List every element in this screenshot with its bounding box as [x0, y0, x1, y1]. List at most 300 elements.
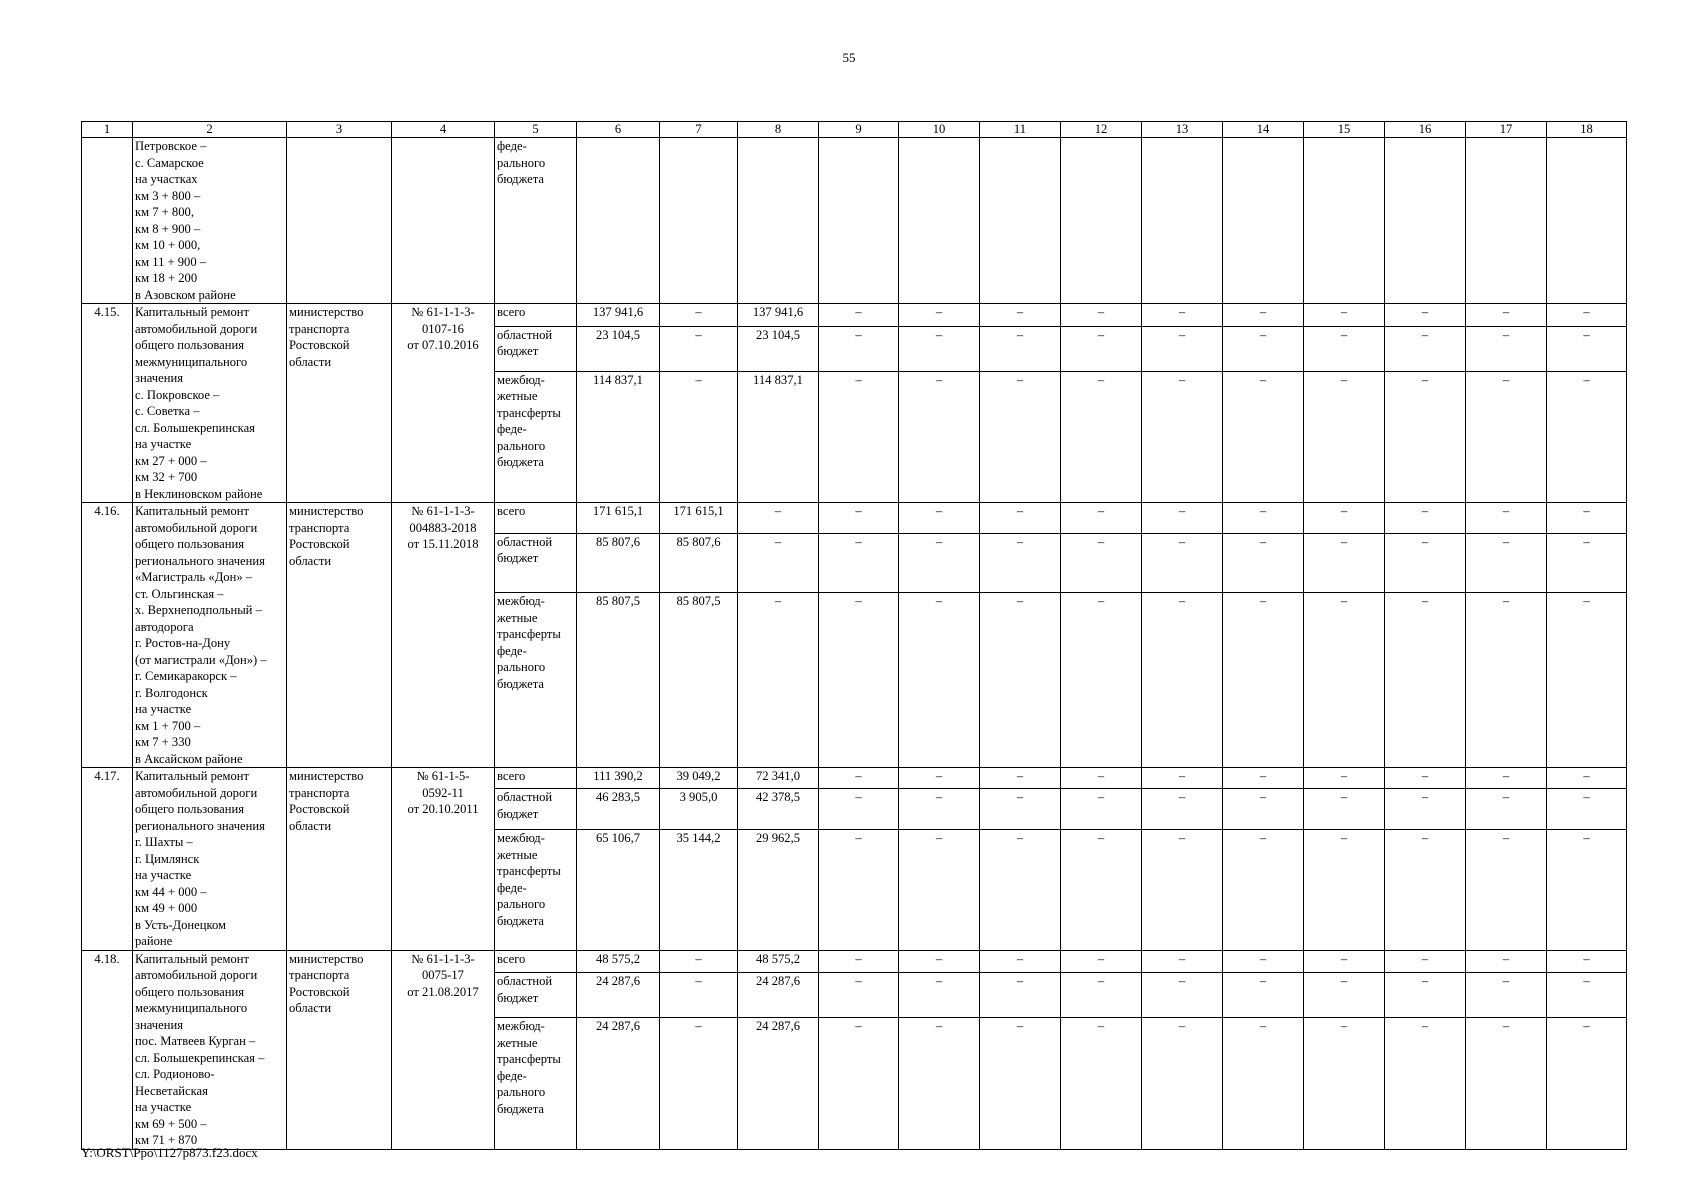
text-line: бюджета [497, 913, 544, 928]
text-line: 0075-17 [422, 968, 464, 982]
amount-cell: – [980, 973, 1061, 1018]
text-line: всего [497, 769, 526, 783]
text-line: бюджет [497, 806, 539, 821]
text-line: км 7 + 800, [135, 205, 194, 219]
text-line: области [289, 553, 332, 568]
text-line: от 15.11.2018 [407, 537, 479, 551]
text-line: на участке [135, 702, 192, 716]
text-line: автомобильной дороги [135, 968, 258, 982]
amount-cell: – [1061, 830, 1142, 950]
amount-cell: 42 378,5 [738, 789, 819, 830]
text-line: сл. Большекрепинская – [135, 1050, 265, 1065]
text-line: сл. Родионово- [135, 1067, 215, 1081]
column-number-cell: 7 [660, 122, 738, 138]
text-line: км 18 + 200 [135, 271, 198, 285]
text-line: всего [497, 305, 526, 319]
text-line: трансферты [497, 864, 561, 879]
amount-cell: 48 575,2 [738, 950, 819, 973]
text-line: бюджет [497, 990, 539, 1005]
text-line: рального [497, 155, 546, 170]
text-line: всего [497, 504, 526, 518]
amount-cell: – [1385, 593, 1466, 768]
amount-cell: – [980, 371, 1061, 502]
amount-cell: – [1061, 533, 1142, 592]
funding-source-cell [495, 830, 577, 950]
column-number-cell: 10 [899, 122, 980, 138]
amount-cell: – [1061, 593, 1142, 768]
amount-cell: – [899, 533, 980, 592]
amount-cell: – [1547, 1018, 1627, 1149]
object-name-cell [133, 138, 287, 304]
text-line: трансферты [497, 405, 561, 420]
amount-cell: – [1385, 1018, 1466, 1149]
amount-cell: – [1385, 304, 1466, 327]
amount-cell: 111 390,2 [577, 768, 660, 789]
expertise-document-cell [392, 768, 495, 951]
amount-cell: – [1304, 789, 1385, 830]
text-line: министерство [289, 769, 364, 783]
text-line: в Аксайском районе [135, 751, 243, 766]
amount-cell: – [1223, 950, 1304, 973]
amount-cell: – [1142, 973, 1223, 1018]
amount-cell: 137 941,6 [738, 304, 819, 327]
amount-cell: – [980, 304, 1061, 327]
table-row [82, 950, 1627, 973]
text-line: бюджета [497, 676, 544, 691]
amount-cell: – [899, 371, 980, 502]
text-line: № 61-1-1-3- [411, 305, 475, 319]
amount-cell: – [819, 533, 899, 592]
amount-cell: – [1142, 768, 1223, 789]
text-line: в Усть-Донецком [135, 917, 226, 932]
text-line: Капитальный ремонт [135, 305, 250, 319]
text-line: межбюд- [497, 831, 545, 846]
funding-source-cell [495, 973, 577, 1018]
amount-cell: – [738, 533, 819, 592]
text-line: «Магистраль «Дон» – [135, 570, 253, 584]
funding-source-cell [495, 533, 577, 592]
amount-cell: – [1547, 789, 1627, 830]
amount-cell: – [1466, 533, 1547, 592]
empty-cell [1142, 138, 1223, 304]
amount-cell: – [1385, 503, 1466, 534]
amount-cell: – [1466, 371, 1547, 502]
amount-cell: – [1304, 768, 1385, 789]
column-number-cell: 13 [1142, 122, 1223, 138]
amount-cell: 72 341,0 [738, 768, 819, 789]
amount-cell: – [1223, 304, 1304, 327]
amount-cell: – [1385, 950, 1466, 973]
text-line: км 71 + 870 [135, 1133, 198, 1147]
customer-cell [287, 950, 392, 1149]
amount-cell: – [819, 326, 899, 371]
amount-cell: – [660, 1018, 738, 1149]
text-line: общего пользования [135, 338, 245, 352]
amount-cell: – [1223, 789, 1304, 830]
column-number-cell: 18 [1547, 122, 1627, 138]
empty-cell [82, 138, 133, 304]
text-line: в Азовском районе [135, 287, 236, 302]
text-line: областной [497, 327, 553, 342]
expertise-document-cell [392, 503, 495, 768]
amount-cell: – [1547, 950, 1627, 973]
text-line: регионального значения [135, 553, 265, 568]
amount-cell: – [1223, 768, 1304, 789]
text-line: с. Советка – [135, 404, 200, 418]
amount-cell: – [1061, 768, 1142, 789]
amount-cell: 85 807,5 [577, 593, 660, 768]
text-line: областной [497, 974, 553, 989]
project-number-cell: 4.15. [82, 304, 133, 503]
amount-cell: – [1142, 1018, 1223, 1149]
text-line: министерство [289, 951, 364, 966]
text-line: феде- [497, 880, 527, 895]
amount-cell: – [1466, 950, 1547, 973]
empty-cell [287, 138, 392, 304]
column-number-cell: 17 [1466, 122, 1547, 138]
funding-source-cell [495, 503, 577, 534]
amount-cell: – [1304, 304, 1385, 327]
amount-cell: – [819, 1018, 899, 1149]
amount-cell: – [1304, 533, 1385, 592]
amount-cell: – [899, 950, 980, 973]
empty-cell [1061, 138, 1142, 304]
text-line: Ростовской [289, 338, 350, 352]
amount-cell: – [819, 973, 899, 1018]
text-line: межбюд- [497, 372, 545, 387]
text-line: общего пользования [135, 984, 245, 999]
amount-cell: – [1061, 503, 1142, 534]
object-name-cell [133, 768, 287, 951]
amount-cell: – [1547, 304, 1627, 327]
empty-cell [392, 138, 495, 304]
amount-cell: – [1466, 326, 1547, 371]
text-line: ст. Ольгинская – [135, 586, 224, 601]
text-line: общего пользования [135, 537, 245, 551]
text-line: 0107-16 [422, 321, 464, 336]
text-line: км 1 + 700 – [135, 718, 201, 733]
amount-cell: – [1061, 950, 1142, 973]
text-line: от 20.10.2011 [407, 802, 479, 816]
amount-cell: 65 106,7 [577, 830, 660, 950]
amount-cell: – [1466, 593, 1547, 768]
column-number-cell: 2 [133, 122, 287, 138]
text-line: межбюд- [497, 1019, 545, 1034]
object-name-cell [133, 503, 287, 768]
text-line: от 07.10.2016 [407, 338, 479, 352]
amount-cell: – [1223, 593, 1304, 768]
text-line: км 8 + 900 – [135, 221, 201, 236]
amount-cell: – [899, 768, 980, 789]
amount-cell: – [660, 973, 738, 1018]
amount-cell: – [899, 830, 980, 950]
amount-cell: – [660, 950, 738, 973]
text-line: Капитальный ремонт [135, 951, 250, 966]
column-number-cell: 8 [738, 122, 819, 138]
text-line: области [289, 354, 332, 369]
table-row [82, 503, 1627, 534]
text-line: области [289, 1001, 332, 1015]
expertise-document-cell [392, 304, 495, 503]
empty-cell [577, 138, 660, 304]
amount-cell: 85 807,6 [577, 533, 660, 592]
column-number-cell: 3 [287, 122, 392, 138]
amount-cell: 85 807,5 [660, 593, 738, 768]
text-line: жетные [497, 1035, 538, 1050]
table-row [82, 768, 1627, 789]
amount-cell: – [899, 789, 980, 830]
amount-cell: – [1385, 789, 1466, 830]
text-line: в Неклиновском районе [135, 486, 263, 501]
amount-cell: – [1223, 1018, 1304, 1149]
amount-cell: 114 837,1 [738, 371, 819, 502]
amount-cell: – [1304, 371, 1385, 502]
column-number-cell: 14 [1223, 122, 1304, 138]
amount-cell: – [1223, 830, 1304, 950]
text-line: бюджета [497, 1101, 544, 1116]
amount-cell: – [980, 789, 1061, 830]
empty-cell [819, 138, 899, 304]
amount-cell: – [1466, 304, 1547, 327]
amount-cell: – [980, 326, 1061, 371]
column-number-cell: 15 [1304, 122, 1385, 138]
amount-cell: – [980, 533, 1061, 592]
text-line: значения [135, 1017, 183, 1032]
amount-cell: 171 615,1 [660, 503, 738, 534]
text-line: км 44 + 000 – [135, 884, 207, 899]
amount-cell: – [899, 503, 980, 534]
text-line: км 3 + 800 – [135, 188, 201, 203]
amount-cell: – [1142, 326, 1223, 371]
text-line: областной [497, 534, 553, 549]
column-number-cell: 1 [82, 122, 133, 138]
amount-cell: – [899, 326, 980, 371]
text-line: с. Покровское – [135, 387, 220, 402]
amount-cell: – [1142, 304, 1223, 327]
amount-cell: – [980, 1018, 1061, 1149]
object-name-cell [133, 304, 287, 503]
column-number-cell: 4 [392, 122, 495, 138]
amount-cell: – [1547, 533, 1627, 592]
amount-cell: 29 962,5 [738, 830, 819, 950]
text-line: км 49 + 000 [135, 901, 198, 915]
text-line: рального [497, 1085, 546, 1100]
text-line: межмуниципального [135, 354, 248, 369]
amount-cell: – [819, 789, 899, 830]
text-line: км 27 + 000 – [135, 453, 207, 468]
funding-source-cell [495, 371, 577, 502]
amount-cell: – [1547, 371, 1627, 502]
text-line: г. Семикаракорск – [135, 669, 237, 683]
amount-cell: 46 283,5 [577, 789, 660, 830]
text-line: жетные [497, 389, 538, 404]
amount-cell: 48 575,2 [577, 950, 660, 973]
text-line: феде- [497, 643, 527, 658]
amount-cell: – [819, 304, 899, 327]
amount-cell: – [1223, 326, 1304, 371]
amount-cell: – [1304, 503, 1385, 534]
funding-source-cell [495, 326, 577, 371]
empty-cell [738, 138, 819, 304]
project-number-cell: 4.16. [82, 503, 133, 768]
text-line: жетные [497, 610, 538, 625]
amount-cell: – [1466, 503, 1547, 534]
text-line: км 69 + 500 – [135, 1116, 207, 1131]
amount-cell: – [1142, 593, 1223, 768]
text-line: межбюд- [497, 594, 545, 609]
text-line: № 61-1-1-3- [411, 951, 475, 966]
amount-cell: – [1547, 768, 1627, 789]
amount-cell: – [819, 371, 899, 502]
amount-cell: – [1466, 973, 1547, 1018]
text-line: х. Верхнеподпольный – [135, 603, 262, 617]
amount-cell: 39 049,2 [660, 768, 738, 789]
amount-cell: – [1547, 973, 1627, 1018]
amount-cell: – [1142, 789, 1223, 830]
funding-source-cell [495, 1018, 577, 1149]
text-line: регионального значения [135, 818, 265, 833]
text-line: 004883-2018 [409, 520, 477, 535]
text-line: на участке [135, 437, 192, 451]
amount-cell: – [819, 503, 899, 534]
text-line: трансферты [497, 627, 561, 642]
amount-cell: – [899, 1018, 980, 1149]
amount-cell: – [899, 973, 980, 1018]
amount-cell: – [1061, 789, 1142, 830]
column-number-cell: 16 [1385, 122, 1466, 138]
text-line: Ростовской [289, 537, 350, 551]
text-line: с. Самарское [135, 155, 204, 170]
amount-cell: – [1385, 326, 1466, 371]
amount-cell: – [660, 326, 738, 371]
empty-cell [1547, 138, 1627, 304]
text-line: области [289, 818, 332, 833]
text-line: автомобильной дороги [135, 520, 258, 535]
text-line: бюджета [497, 455, 544, 470]
text-line: министерство [289, 305, 364, 319]
text-line: феде- [497, 1068, 527, 1083]
project-number-cell: 4.18. [82, 950, 133, 1149]
text-line: км 10 + 000, [135, 238, 201, 252]
text-line: Петровское – [135, 139, 207, 153]
amount-cell: – [1061, 1018, 1142, 1149]
text-line: км 11 + 900 – [135, 254, 207, 269]
text-line: автомобильной дороги [135, 785, 258, 800]
amount-cell: – [980, 830, 1061, 950]
amount-cell: 114 837,1 [577, 371, 660, 502]
amount-cell: – [738, 593, 819, 768]
text-line: № 61-1-5- [416, 769, 470, 783]
amount-cell: – [1142, 950, 1223, 973]
customer-cell [287, 304, 392, 503]
amount-cell: – [980, 503, 1061, 534]
empty-cell [660, 138, 738, 304]
amount-cell: – [899, 593, 980, 768]
text-line: Капитальный ремонт [135, 769, 250, 783]
amount-cell: 24 287,6 [577, 973, 660, 1018]
amount-cell: – [819, 768, 899, 789]
text-line: бюджет [497, 344, 539, 359]
funding-source-cell [495, 593, 577, 768]
text-line: феде- [497, 139, 527, 153]
text-line: областной [497, 790, 553, 805]
amount-cell: – [1547, 503, 1627, 534]
expertise-document-cell [392, 950, 495, 1149]
text-line: от 21.08.2017 [407, 984, 479, 999]
text-line: на участке [135, 868, 192, 882]
object-name-cell [133, 950, 287, 1149]
amount-cell: – [1304, 1018, 1385, 1149]
text-line: транспорта [289, 520, 350, 535]
amount-cell: – [1466, 830, 1547, 950]
budget-table [81, 121, 1627, 1150]
text-line: жетные [497, 847, 538, 862]
table-row [82, 304, 1627, 327]
amount-cell: – [660, 371, 738, 502]
amount-cell: – [819, 950, 899, 973]
text-line: (от магистрали «Дон») – [135, 652, 267, 667]
page-number: 55 [842, 50, 856, 65]
amount-cell: – [1304, 326, 1385, 371]
text-line: общего пользования [135, 802, 245, 816]
amount-cell: 3 905,0 [660, 789, 738, 830]
text-line: г. Шахты – [135, 835, 193, 849]
column-number-cell: 9 [819, 122, 899, 138]
amount-cell: – [1304, 593, 1385, 768]
amount-cell: – [1466, 789, 1547, 830]
text-line: км 32 + 700 [135, 470, 198, 484]
project-number-cell: 4.17. [82, 768, 133, 951]
amount-cell: 35 144,2 [660, 830, 738, 950]
amount-cell: – [1223, 503, 1304, 534]
amount-cell: – [1223, 371, 1304, 502]
empty-cell [1223, 138, 1304, 304]
amount-cell: – [1385, 768, 1466, 789]
text-line: транспорта [289, 968, 350, 982]
continuation-row [82, 138, 1627, 304]
text-line: районе [135, 934, 173, 948]
text-line: на участках [135, 172, 198, 186]
amount-cell: – [1061, 371, 1142, 502]
text-line: всего [497, 951, 526, 966]
text-line: бюджета [497, 172, 544, 186]
amount-cell: – [1547, 830, 1627, 950]
amount-cell: – [1142, 503, 1223, 534]
amount-cell: – [1061, 304, 1142, 327]
text-line: № 61-1-1-3- [411, 504, 475, 518]
text-line: км 7 + 330 [135, 735, 191, 749]
text-line: рального [497, 438, 546, 453]
amount-cell: 171 615,1 [577, 503, 660, 534]
amount-cell: – [1304, 973, 1385, 1018]
text-line: сл. Большекрепинская [135, 420, 255, 435]
amount-cell: 24 287,6 [577, 1018, 660, 1149]
amount-cell: – [980, 950, 1061, 973]
amount-cell: – [738, 503, 819, 534]
amount-cell: – [1385, 830, 1466, 950]
amount-cell: – [1142, 533, 1223, 592]
text-line: рального [497, 897, 546, 912]
amount-cell: – [980, 593, 1061, 768]
amount-cell: – [819, 593, 899, 768]
text-line: г. Ростов-на-Дону [135, 636, 231, 650]
text-line: автомобильной дороги [135, 321, 258, 336]
text-line: Ростовской [289, 984, 350, 999]
amount-cell: 137 941,6 [577, 304, 660, 327]
text-line: рального [497, 660, 546, 675]
text-line: феде- [497, 422, 527, 437]
funding-source-cell [495, 789, 577, 830]
